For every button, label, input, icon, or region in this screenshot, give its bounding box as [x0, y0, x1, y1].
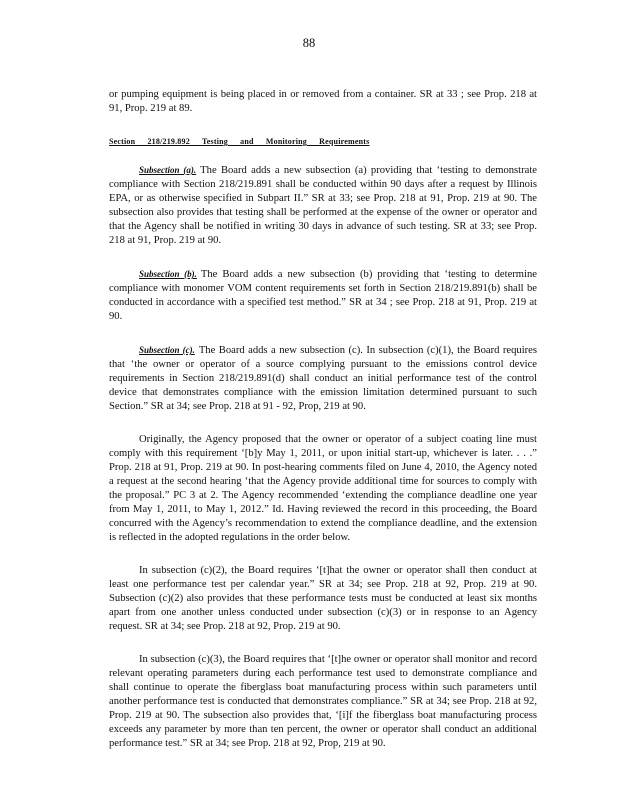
paragraph-text: Originally, the Agency proposed that the owner or operator of a subject coating line must comply with this requirement ‘[b]y May 1, 2011, or upon initial start-up, whichever is later. . . .” Prop. 218 at 91, Prop. 219 at 90. In post-hearing comments filed on June 4, 2010, the Agency noted a request at the second hearing ‘that the Agency provide additional time for sources to comply with the proposal.” PC 3 at 2. The Agency recommended ‘extending the compliance deadline one year from May 1, 2011, to May 1, 2012.” Id. Having reviewed the record in this proceeding, the Board concurred with the Agency’s recommendation to extend the compliance deadline, and the extension is reflected in the adopted regulations in the order below.	[109, 434, 537, 543]
subsection-label: Subsection (c).	[139, 345, 195, 355]
page-number: 88	[302, 36, 316, 50]
subsection-label: Subsection (a).	[139, 165, 197, 175]
paragraph-text: The Board adds a new subsection (a) providing that ‘testing to demonstrate compliance with Section 218/219.891 shall be conducted within 90 days after a request by Illinois EPA, or as otherwise specified in Subpart II.” SR at 33; see Prop. 218 at 91, Prop. 219 at 90. The subsection also provides that testing shall be performed at the expense of the owner or operator and that the Agency shall be notified in writing 30 days in advance of such testing. SR at 33; see Prop. 218 at 91, Prop. 219 at 90.	[109, 165, 537, 246]
paragraph-originally	[109, 433, 537, 545]
paragraph-subsection-b	[109, 267, 537, 324]
paragraph-subsection-a	[109, 163, 537, 248]
paragraph-text: or pumping equipment is being placed in or removed from a container. SR at 33 ; see Prop. 218 at 91, Prop. 219 at 89.	[109, 89, 537, 114]
paragraph-c3	[109, 653, 537, 751]
section-heading: Section 218/219.892 Testing and Monitoring Requirements	[109, 137, 370, 146]
paragraph-text: The Board adds a new subsection (c). In subsection (c)(1), the Board requires that ‘the owner or operator of a source complying pursuant to the emissions control device requirements in Section 218/219.891(d) shall conduct an initial performance test of the control device that demonstrates compliance with the emission limitation determined pursuant to such Section.” SR at 34; see Prop. 218 at 91 - 92, Prop, 219 at 90.	[109, 345, 537, 412]
paragraph-text: In subsection (c)(2), the Board requires ‘[t]hat the owner or operator shall then conduct at least one performance test per calendar year.” SR at 34; see Prop. 218 at 92, Prop. 219 at 90. Subsection (c)(2) also provides that these performance tests must be conducted at least six months apart from one another unless conducted under subsection (c)(3) or in response to an Agency request. SR at 34; see Prop. 218 at 92, Prop. 219 at 90.	[109, 565, 537, 632]
paragraph-text: The Board adds a new subsection (b) providing that ‘testing to determine compliance with monomer VOM content requirements set forth in Section 218/219.891(b) shall be conducted in accordance with a specified test method.” SR at 34 ; see Prop. 218 at 91, Prop. 219 at 90.	[109, 269, 537, 322]
paragraph-text: In subsection (c)(3), the Board requires that ‘[t]he owner or operator shall monitor and record relevant operating parameters during each performance test used to demonstrate compliance and shall continue to operate the fiberglass boat manufacturing process within such parameters until another performance test is conducted that demonstrates compliance.” SR at 34; see Prop. 218 at 92, Prop. 219 at 90. The subsection also provides that, ‘[i]f the fiberglass boat manufacturing process exceeds any parameter by more than ten percent, the owner or operator shall conduct an additional performance test.” SR at 34; see Prop. 218 at 92, Prop, 219 at 90.	[109, 654, 537, 749]
paragraph-c2	[109, 564, 537, 634]
paragraph-continuation	[109, 88, 537, 116]
paragraph-subsection-c	[109, 343, 537, 414]
document-body	[109, 88, 537, 770]
subsection-label: Subsection (b).	[139, 269, 197, 279]
